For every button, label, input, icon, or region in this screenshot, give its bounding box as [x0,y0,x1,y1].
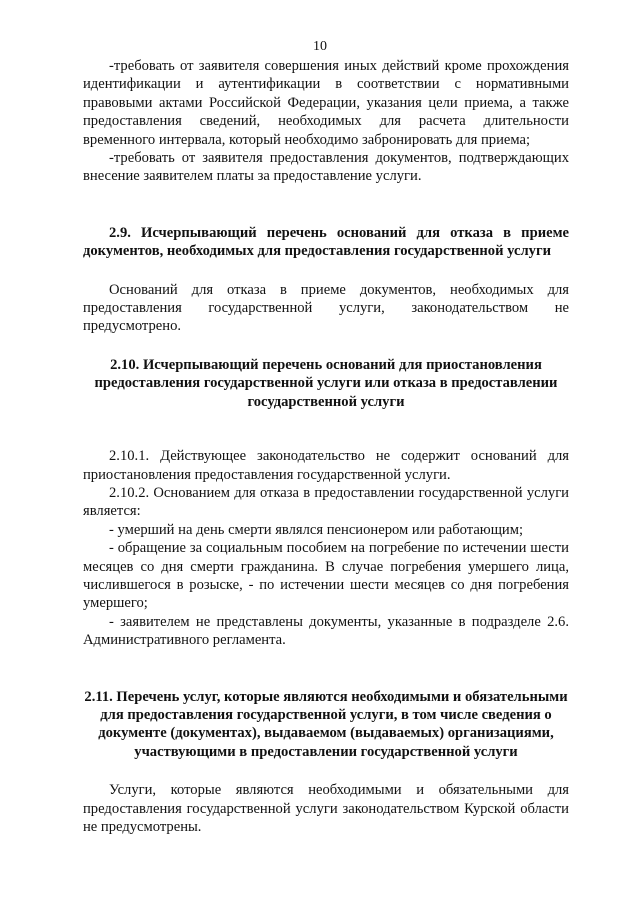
spacer [83,336,569,356]
spacer [83,761,569,781]
spacer [83,650,569,688]
page-number: 10 [313,39,327,54]
section-2-10-item-3: - заявителем не представлены документы, указанные в подразделе 2.6. Административного регламента. [83,613,569,649]
section-2-10-heading: 2.10. Исчерпывающий перечень оснований для приостановления предоставления государственной услуги или отказа в предоставлении государственной услуги [94,356,558,410]
section-2-10-item-1: - умерший на день смерти являлся пенсионером или работающим; [109,521,524,538]
section-2-9-heading: 2.9. Исчерпывающий перечень оснований для отказа в приеме документов, необходимых для предоставления государственной услуги [83,224,569,260]
spacer [83,411,569,447]
page-content [83,57,569,836]
spacer [83,186,569,224]
section-2-10-p1: 2.10.1. Действующее законодательство не содержит оснований для приостановления предоставления государственной услуги. [83,448,569,483]
section-2-10-item-2: - обращение за социальным пособием на погребение по истечении шести месяцев со дня смерти гражданина. В случае погребения умершего лица, числившегося в розыске, - по истечении шести месяцев со дня погребения умершего; [83,540,569,612]
section-2-11-heading: 2.11. Перечень услуг, которые являются необходимыми и обязательными для предоставления государственной услуги, в том числе сведения о документе (документах), выдаваемом (выдаваемых) организациями, участвующими в предоставлении государственной услуги [84,688,568,760]
spacer [83,261,569,281]
section-2-9-body: Оснований для отказа в приеме документов, необходимых для предоставления государственной услуги, законодательством не предусмотрено. [83,281,569,335]
section-2-10-p2: 2.10.2. Основанием для отказа в предоставлении государственной услуги является: [83,484,569,520]
section-2-11-body: Услуги, которые являются необходимыми и обязательными для предоставления государственной услуги законодательством Курской области не предусмотрены. [83,782,569,835]
paragraph-requirement-documents: -требовать от заявителя предоставления документов, подтверждающих внесение заявителем платы за предоставление услуги. [83,150,569,185]
paragraph-requirement-actions: -требовать от заявителя совершения иных действий кроме прохождения идентификации и аутентификации в соответствии с нормативными правовыми актами Российской Федерации, указания цели приема, а также предоставления сведений, необходимых для расчета длительности временного интервала, который необходимо забронировать для приема; [83,58,569,148]
